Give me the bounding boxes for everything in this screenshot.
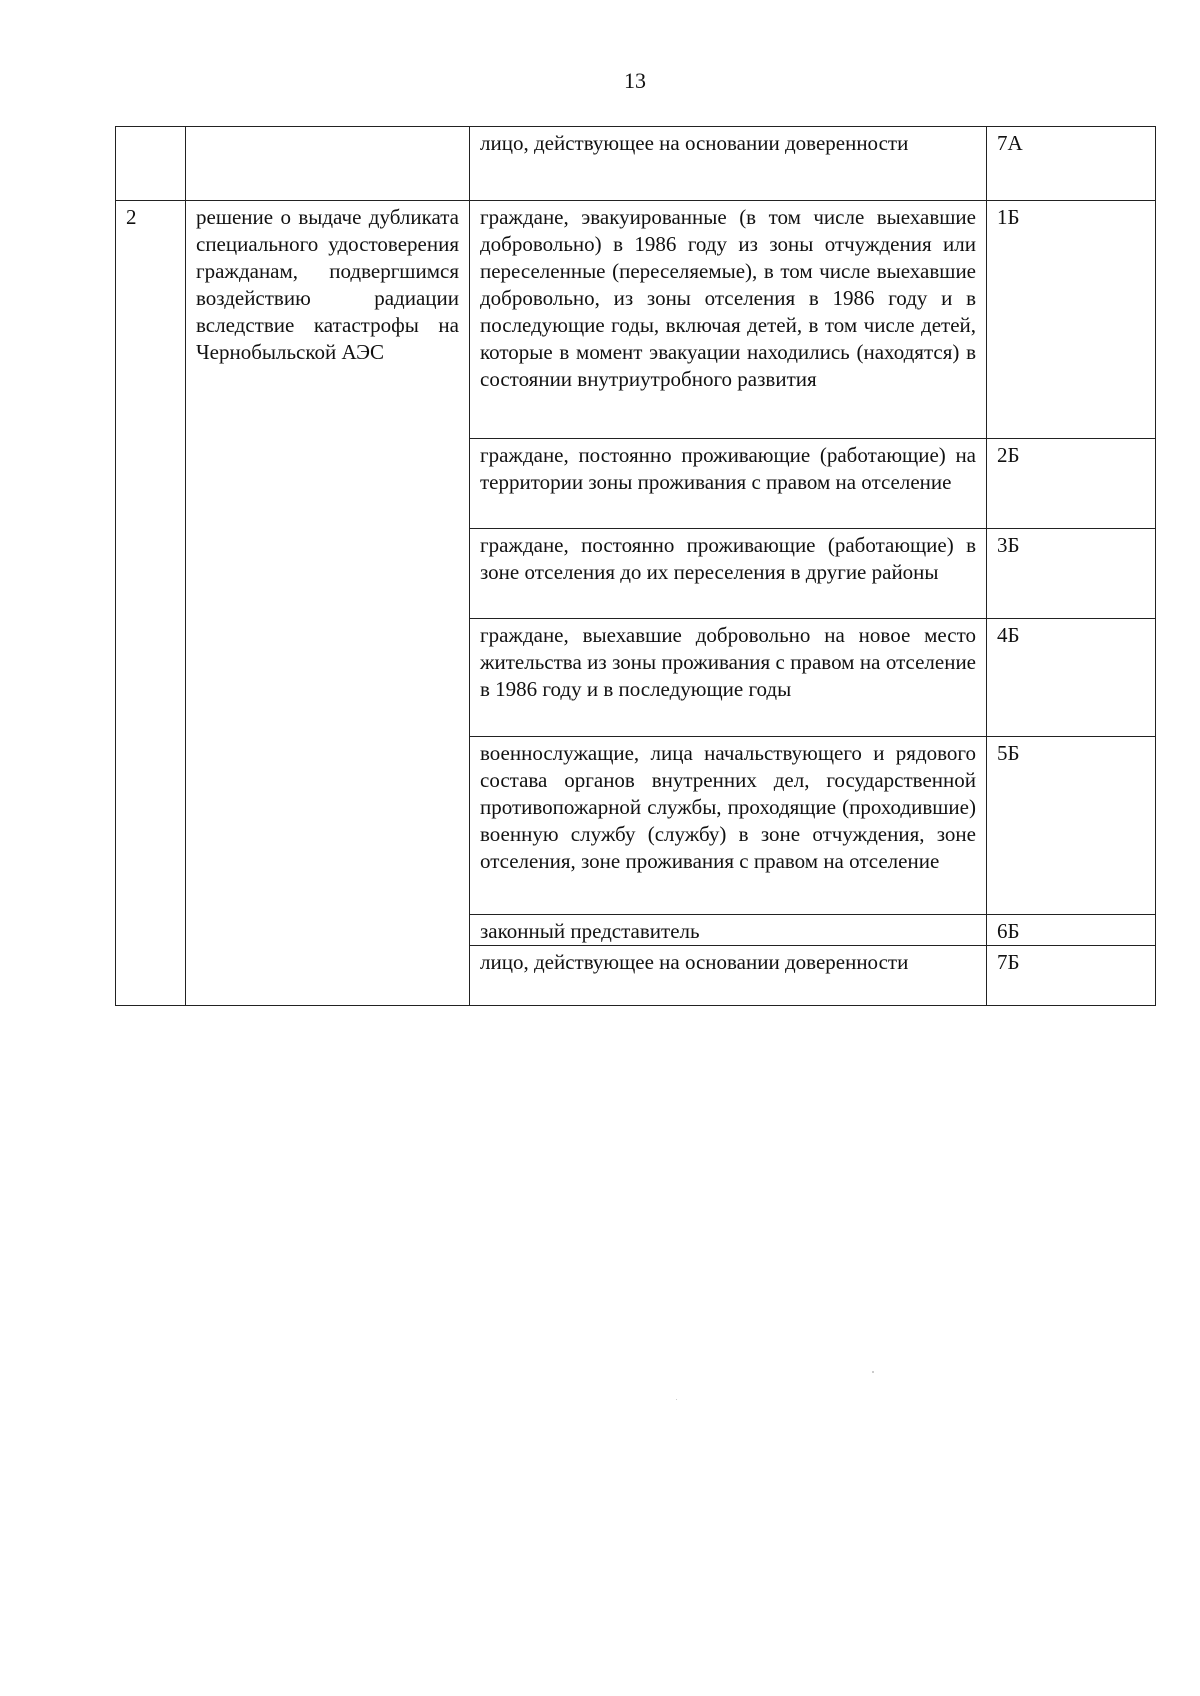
subgroup-text: военнослужащие, лица начальствующего и рядового состава органов внутренних дел, государственной противопожарной службы, проходящие (проходившие) военную службу (службу) в зоне отчуждения, зоне отселения, зоне проживания с правом на отселение — [470, 737, 987, 915]
subgroup-code: 4Б — [987, 619, 1156, 737]
subgroup-code: 3Б — [987, 529, 1156, 619]
scan-speck — [872, 1371, 874, 1373]
row-number-cell — [116, 127, 186, 201]
subgroup-text: граждане, выехавшие добровольно на новое место жительства из зоны проживания с правом на отселение в 1986 году и в последующие годы — [470, 619, 987, 737]
subgroup-text: лицо, действующее на основании доверенности — [470, 946, 987, 1006]
subgroup-text: законный представитель — [470, 915, 987, 946]
subgroup-code: 1Б — [987, 201, 1156, 439]
decision-text: решение о выдаче дубликата специального удостоверения гражданам, подвергшимся воздействию радиации вследствие катастрофы на Чернобыльской АЭС — [186, 201, 470, 1006]
subgroup-text: граждане, постоянно проживающие (работающие) в зоне отселения до их переселения в другие районы — [470, 529, 987, 619]
subgroup-code: 6Б — [987, 915, 1156, 946]
row-number: 2 — [116, 201, 186, 1006]
subgroup-code: 7Б — [987, 946, 1156, 1006]
applicants-table — [115, 126, 1156, 1006]
table-row — [116, 201, 1156, 439]
subgroup-text: граждане, постоянно проживающие (работающие) на территории зоны проживания с правом на отселение — [470, 439, 987, 529]
table-row — [116, 127, 1156, 201]
page-number: 13 — [624, 68, 646, 93]
subgroup-text: лицо, действующее на основании доверенности — [470, 127, 987, 201]
subgroup-code: 7А — [987, 127, 1156, 201]
subgroup-code: 2Б — [987, 439, 1156, 529]
scan-speck — [676, 1399, 677, 1400]
subgroup-code: 5Б — [987, 737, 1156, 915]
subgroup-text: граждане, эвакуированные (в том числе выехавшие добровольно) в 1986 году из зоны отчуждения или переселенные (переселяемые), в том числе выехавшие добровольно, из зоны отселения в 1986 году и в последующие годы, включая детей, в том числе детей, которые в момент эвакуации находились (находятся) в состоянии внутриутробного развития — [470, 201, 987, 439]
decision-cell — [186, 127, 470, 201]
